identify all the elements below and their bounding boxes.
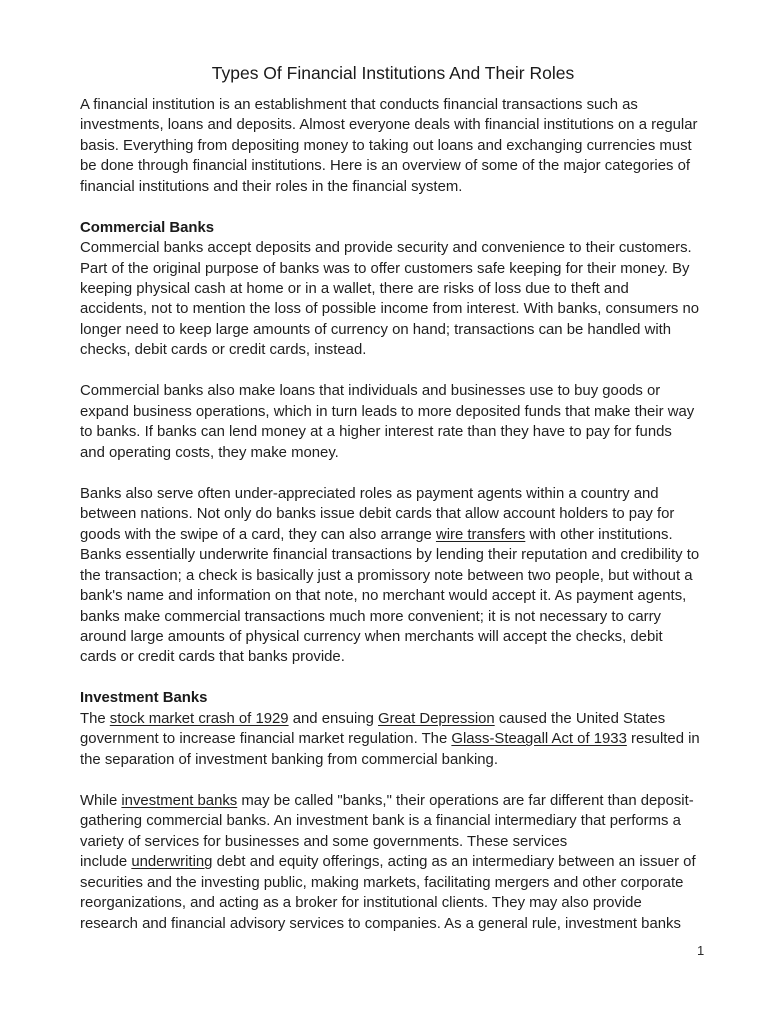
paragraph [80, 484, 720, 668]
link-wire-transfers[interactable]: wire transfers [435, 526, 526, 543]
link-stock-market-crash-1929[interactable]: stock market crash of 1929 [109, 710, 289, 727]
text-line: basis. Everything from depositing money to taking out loans and exchanging currencies must [80, 137, 692, 154]
paragraph [80, 381, 720, 463]
text-run: caused the United States [494, 710, 666, 727]
text-run: may be called "banks," their operations are far different than deposit- [237, 792, 694, 809]
text-line: the separation of investment banking from commercial banking. [80, 751, 498, 768]
text-line: bank's name and information on that note, no merchant would accept it. As payment agents, [80, 588, 687, 605]
text-run: While [80, 792, 122, 809]
text-line: reorganizations, and acting as a broker for institutional clients. They may also provide [80, 895, 642, 912]
text-line: Part of the original purpose of banks was to offer customers safe keeping for their money. By [80, 260, 690, 277]
text-line: gathering commercial banks. An investment bank is a financial intermediary that performs a [80, 813, 681, 830]
text-line [80, 729, 720, 749]
text-line: research and financial advisory services to companies. As a general rule, investment banks [80, 915, 681, 932]
text-line: to banks. If banks can lend money at a higher interest rate than they have to pay for funds [80, 424, 672, 441]
intro-paragraph [80, 95, 720, 197]
paragraph [80, 238, 720, 361]
text-line: financial institutions and their roles in the financial system. [80, 178, 463, 195]
page-number: 1 [697, 943, 705, 958]
text-run: debt and equity offerings, acting as an intermediary between an issuer of [212, 854, 696, 871]
text-line: Commercial banks accept deposits and provide security and convenience to their customers. [80, 240, 692, 257]
link-great-depression[interactable]: Great Depression [378, 710, 495, 727]
text-line [80, 791, 720, 811]
document-body [80, 95, 720, 955]
text-line [80, 525, 720, 545]
text-run: government to increase financial market regulation. The [80, 731, 452, 748]
text-line: be done through financial institutions. Here is an overview of some of the major categories of [80, 158, 691, 175]
text-run: and ensuing [288, 710, 378, 727]
text-run: goods with the swipe of a card, they can also arrange [80, 526, 436, 543]
text-line: A financial institution is an establishment that conducts financial transactions such as [80, 96, 638, 113]
text-line [80, 852, 720, 872]
text-line: and operating costs, they make money. [80, 444, 339, 461]
paragraph [80, 709, 720, 770]
section-heading-investment-banks: Investment Banks [80, 690, 208, 707]
text-line: checks, debit cards or credit cards, instead. [80, 342, 367, 359]
text-line: between nations. Not only do banks issue debit cards that allow account holders to pay for [80, 506, 675, 523]
link-underwriting[interactable]: underwriting [131, 854, 213, 871]
text-line: expand business operations, which in turn leads to more deposited funds that make their way [80, 403, 695, 420]
text-line: variety of services for businesses and some governments. These services [80, 833, 568, 850]
text-line: Banks also serve often under-appreciated roles as payment agents within a country and [80, 485, 659, 502]
text-line: investments, loans and deposits. Almost everyone deals with financial institutions on a regular [80, 117, 698, 134]
text-run: with other institutions. [525, 526, 673, 543]
text-line: the transaction; a check is basically just a promissory note between two people, but without a [80, 567, 693, 584]
text-line: banks make commercial transactions much more convenient; it is not necessary to carry [80, 608, 661, 625]
text-line: Commercial banks also make loans that individuals and businesses use to buy goods or [80, 383, 661, 400]
link-investment-banks[interactable]: investment banks [121, 792, 238, 809]
text-line: accidents, not to mention the loss of possible income from interest. With banks, consumers no [80, 301, 700, 318]
text-run: include [80, 854, 132, 871]
section-heading-commercial-banks: Commercial Banks [80, 219, 215, 236]
text-line: keeping physical cash at home or in a wallet, there are risks of loss due to theft and [80, 281, 629, 298]
paragraph [80, 791, 720, 934]
text-line: longer need to keep large amounts of currency on hand; transactions can be handled with [80, 321, 672, 338]
text-line: Banks essentially underwrite financial transactions by lending their reputation and credibility to [80, 547, 700, 564]
text-line: around large amounts of physical currency when merchants will accept the checks, debit [80, 628, 663, 645]
link-glass-steagall-act[interactable]: Glass-Steagall Act of 1933 [451, 731, 627, 748]
text-line [80, 709, 720, 729]
text-line: cards or credit cards that banks provide. [80, 649, 345, 666]
text-run: resulted in [626, 731, 700, 748]
document-title: Types Of Financial Institutions And Their Roles [211, 63, 575, 83]
text-run: The [80, 710, 110, 727]
text-line: securities and the investing public, making markets, facilitating mergers and other corporate [80, 874, 684, 891]
